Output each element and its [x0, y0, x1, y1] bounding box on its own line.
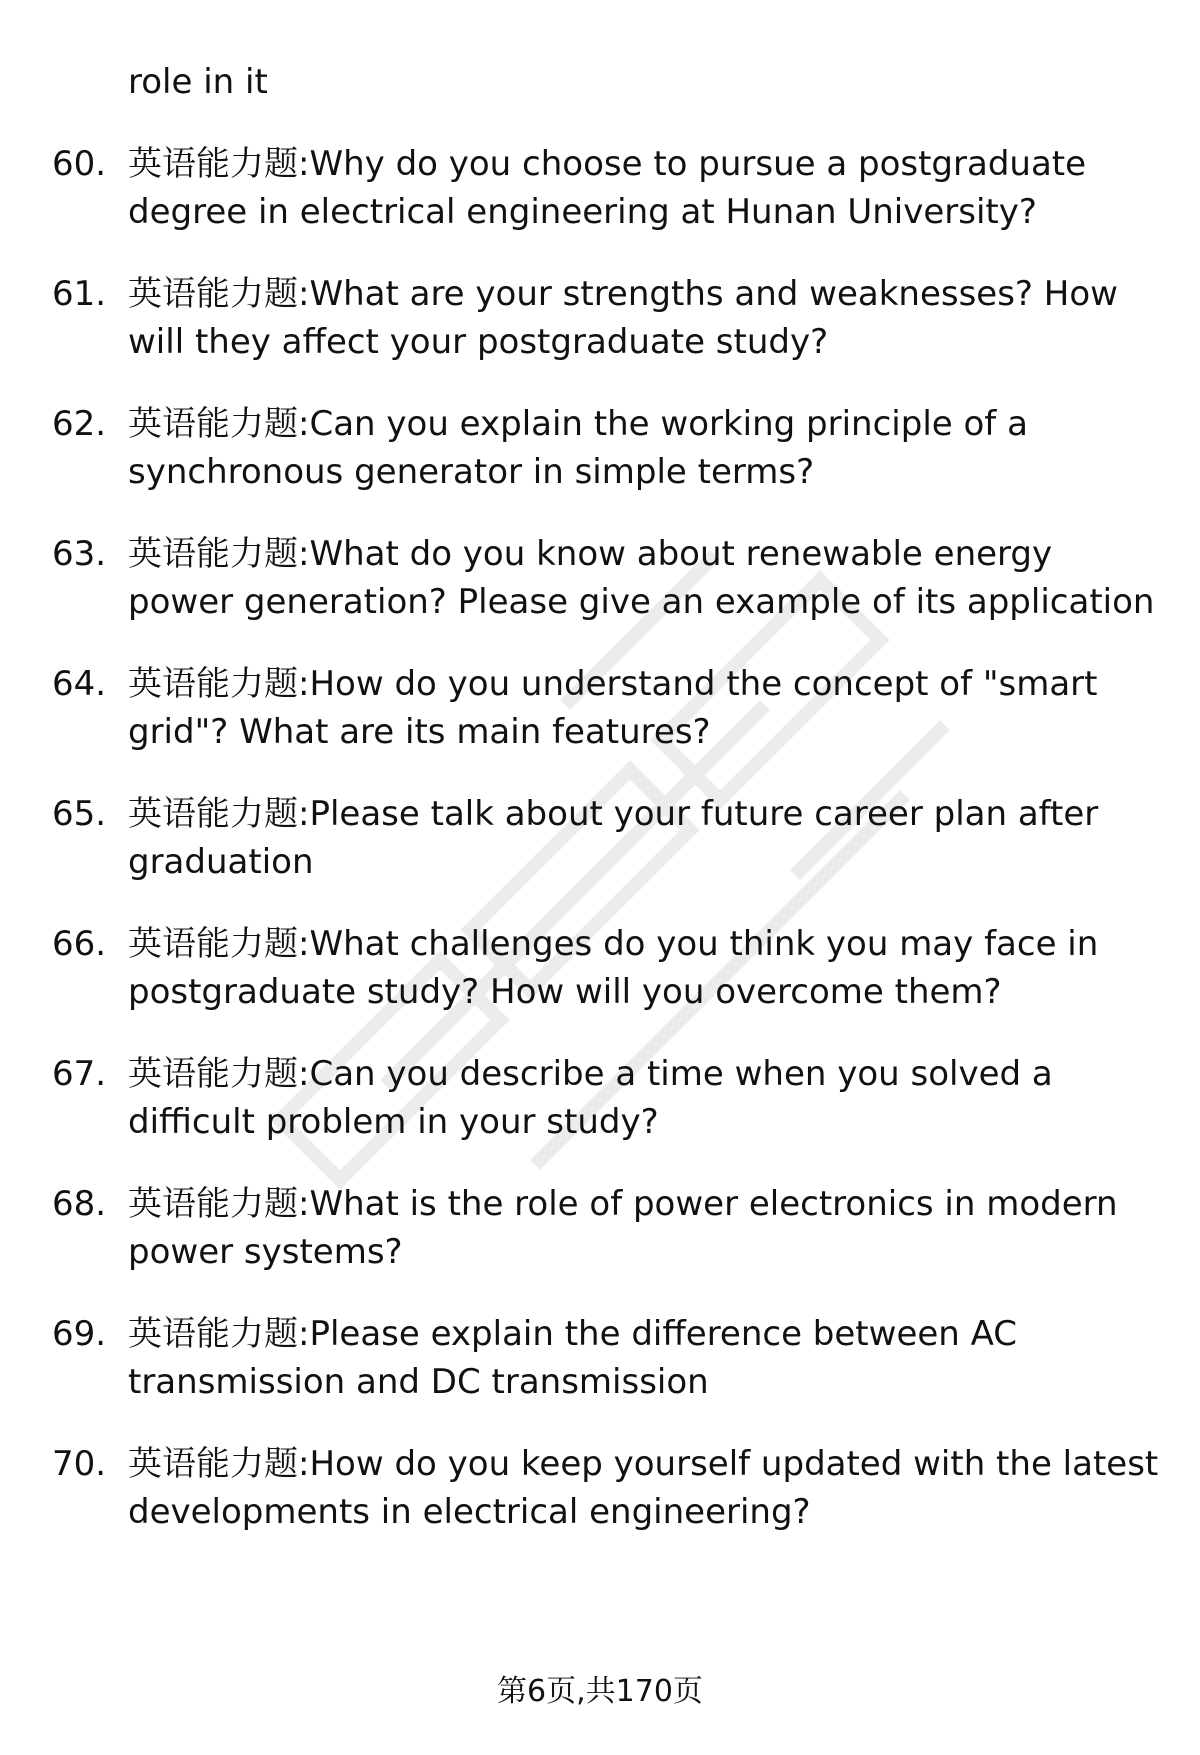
question-text: Can you explain the working principle of a synchronous generator in simple terms?	[128, 404, 1028, 492]
question-category-label: 英语能力题:	[128, 274, 310, 314]
question-category-label: 英语能力题:	[128, 404, 310, 444]
question-text: What challenges do you think you may face in postgraduate study? How will you overcome them?	[128, 924, 1099, 1012]
question-category-label: 英语能力题:	[128, 144, 310, 184]
question-item	[52, 920, 1168, 1016]
question-item	[52, 400, 1168, 496]
question-category-label: 英语能力题:	[128, 1314, 310, 1354]
question-item	[52, 530, 1168, 626]
question-number: 68.	[52, 1184, 107, 1224]
question-item	[52, 660, 1168, 756]
question-category-label: 英语能力题:	[128, 664, 310, 704]
question-text: Please explain the difference between AC transmission and DC transmission	[128, 1314, 1018, 1402]
question-category-label: 英语能力题:	[128, 534, 310, 574]
question-text: How do you understand the concept of "smart grid"? What are its main features?	[128, 664, 1098, 752]
question-list	[0, 58, 1200, 1570]
question-text: What do you know about renewable energy power generation? Please give an example of its application	[128, 534, 1155, 622]
question-category-label: 英语能力题:	[128, 1444, 310, 1484]
questions-container	[0, 140, 1200, 1536]
question-number: 64.	[52, 664, 107, 704]
question-number: 69.	[52, 1314, 107, 1354]
question-category-label: 英语能力题:	[128, 1054, 310, 1094]
question-number: 70.	[52, 1444, 107, 1484]
question-text: What are your strengths and weaknesses? How will they affect your postgraduate study?	[128, 274, 1118, 362]
question-text: Why do you choose to pursue a postgraduate degree in electrical engineering at Hunan University?	[128, 144, 1087, 232]
page-footer: 第6页,共170页	[497, 1674, 703, 1709]
question-category-label: 英语能力题:	[128, 1184, 310, 1224]
question-item	[52, 790, 1168, 886]
question-number: 60.	[52, 144, 107, 184]
question-item	[52, 1440, 1168, 1536]
question-text: How do you keep yourself updated with the latest developments in electrical engineering?	[128, 1444, 1159, 1532]
question-number: 61.	[52, 274, 107, 314]
continuation-text: role in it	[128, 62, 268, 102]
question-text: Please talk about your future career plan after graduation	[128, 794, 1099, 882]
question-item	[52, 140, 1168, 236]
question-text: Can you describe a time when you solved a difficult problem in your study?	[128, 1054, 1053, 1142]
question-number: 67.	[52, 1054, 107, 1094]
question-item	[52, 270, 1168, 366]
question-item	[52, 1180, 1168, 1276]
question-number: 62.	[52, 404, 107, 444]
question-number: 66.	[52, 924, 107, 964]
question-item	[52, 1050, 1168, 1146]
question-number: 63.	[52, 534, 107, 574]
question-category-label: 英语能力题:	[128, 924, 310, 964]
question-number: 65.	[52, 794, 107, 834]
question-text: What is the role of power electronics in modern power systems?	[128, 1184, 1118, 1272]
question-item	[52, 1310, 1168, 1406]
question-category-label: 英语能力题:	[128, 794, 310, 834]
